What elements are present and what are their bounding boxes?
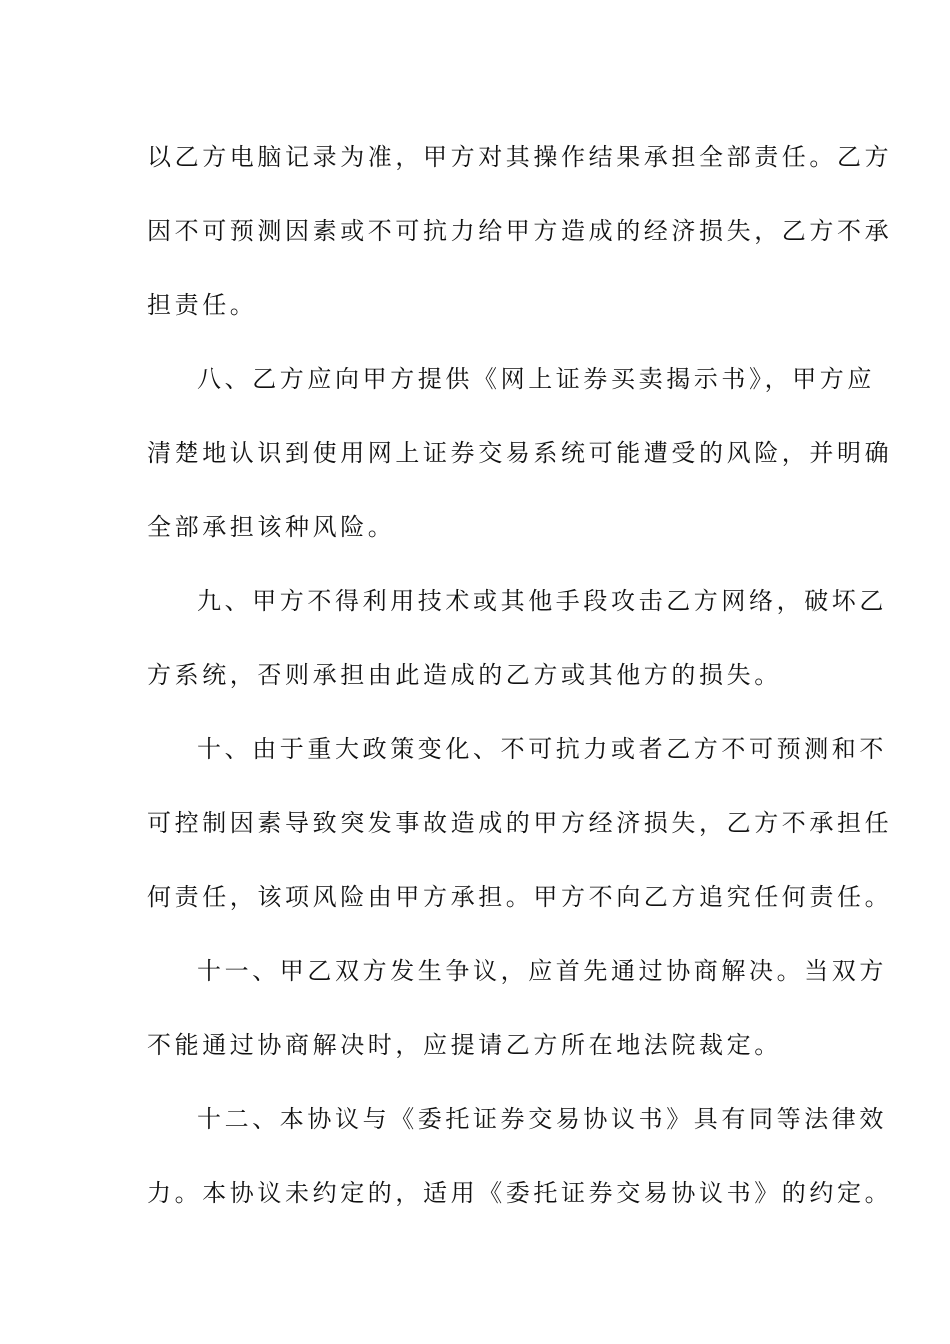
- paragraph-clause-10: [147, 712, 893, 934]
- text-line: 八、乙方应向甲方提供《网上证券买卖揭示书》，甲方应: [197, 365, 875, 393]
- paragraph-clause-12: [147, 1082, 893, 1230]
- text-line: 何责任，该项风险由甲方承担。甲方不向乙方追究任何责任。: [147, 883, 893, 911]
- text-line: 力。本协议未约定的，适用《委托证券交易协议书》的约定。: [147, 1179, 893, 1207]
- text-line: 以乙方电脑记录为准，甲方对其操作结果承担全部责任。乙方: [147, 143, 893, 171]
- text-line: 不能通过协商解决时，应提请乙方所在地法院裁定。: [147, 1031, 782, 1059]
- paragraph-clause-11: [147, 934, 887, 1082]
- paragraph-clause-9: [147, 564, 887, 712]
- text-line: 担责任。: [147, 291, 258, 319]
- text-line: 十一、甲乙双方发生争议，应首先通过协商解决。当双方: [197, 957, 887, 985]
- paragraph-clause-8: [147, 342, 893, 564]
- text-line: 清楚地认识到使用网上证券交易系统可能遭受的风险，并明确: [147, 439, 893, 467]
- text-line: 全部承担该种风险。: [147, 513, 396, 541]
- document-body: [147, 120, 893, 1230]
- text-line: 九、甲方不得利用技术或其他手段攻击乙方网络，破坏乙: [197, 587, 887, 615]
- text-line: 因不可预测因素或不可抗力给甲方造成的经济损失，乙方不承: [147, 217, 893, 245]
- text-line: 可控制因素导致突发事故造成的甲方经济损失，乙方不承担任: [147, 809, 893, 837]
- text-line: 方系统，否则承担由此造成的乙方或其他方的损失。: [147, 661, 782, 689]
- paragraph-continuation: [147, 120, 893, 342]
- text-line: 十二、本协议与《委托证券交易协议书》具有同等法律效: [197, 1105, 887, 1133]
- text-line: 十、由于重大政策变化、不可抗力或者乙方不可预测和不: [197, 735, 887, 763]
